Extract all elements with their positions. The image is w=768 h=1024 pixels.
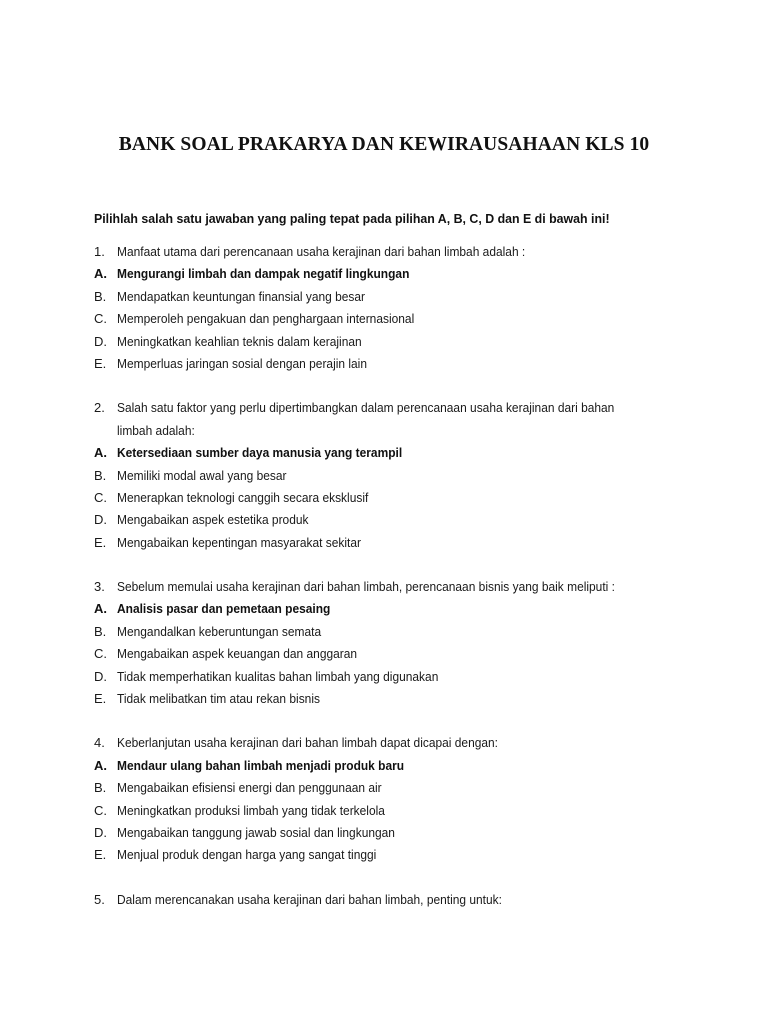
question-number: 5. [94, 891, 105, 907]
option-letter: D. [94, 668, 107, 684]
answer-option-correct [94, 263, 694, 285]
option-letter: A. [94, 601, 107, 617]
answer-option [94, 800, 694, 822]
question-3 [94, 576, 694, 710]
question-1 [94, 241, 694, 375]
option-letter: D. [94, 333, 107, 349]
question-text: limbah adalah: [117, 422, 195, 438]
option-text: Mengabaikan aspek estetika produk [117, 512, 309, 528]
question-line [94, 397, 694, 419]
question-4 [94, 732, 694, 866]
option-text: Memperoleh pengakuan dan penghargaan internasional [117, 311, 415, 327]
answer-option [94, 688, 694, 710]
question-number: 1. [94, 244, 105, 259]
option-letter: C. [94, 311, 107, 327]
answer-option [94, 777, 694, 799]
question-list [94, 241, 694, 933]
question-text: Dalam merencanakan usaha kerajinan dari bahan limbah, penting untuk: [117, 891, 502, 907]
option-text: Analisis pasar dan pemetaan pesaing [117, 601, 331, 617]
answer-option [94, 487, 694, 509]
answer-option [94, 621, 694, 643]
option-letter: B. [94, 780, 107, 796]
question-text: Keberlanjutan usaha kerajinan dari bahan limbah dapat dicapai dengan: [117, 735, 499, 751]
option-letter: C. [94, 802, 107, 818]
answer-option [94, 308, 694, 330]
question-number: 2. [94, 400, 105, 416]
question-5 [94, 889, 694, 911]
option-text: Mendapatkan keuntungan finansial yang besar [117, 288, 366, 304]
option-letter: D. [94, 824, 107, 840]
option-letter: C. [94, 646, 107, 662]
question-line [94, 241, 694, 263]
answer-option [94, 532, 694, 554]
option-text: Memiliki modal awal yang besar [117, 467, 287, 483]
option-text: Mengandalkan keberuntungan semata [117, 623, 322, 639]
option-text: Meningkatkan produksi limbah yang tidak terkelola [117, 802, 385, 818]
option-letter: C. [94, 489, 107, 505]
option-text: Mengabaikan tanggung jawab sosial dan lingkungan [117, 824, 395, 840]
option-letter: A. [94, 266, 107, 282]
question-text: Manfaat utama dari perencanaan usaha kerajinan dari bahan limbah adalah : [117, 244, 526, 259]
option-text: Tidak melibatkan tim atau rekan bisnis [117, 691, 320, 707]
answer-option-correct [94, 598, 694, 620]
answer-option [94, 666, 694, 688]
option-text: Ketersediaan sumber daya manusia yang terampil [117, 445, 403, 461]
option-letter: B. [94, 288, 107, 304]
answer-option [94, 509, 694, 531]
option-letter: B. [94, 623, 107, 639]
option-text: Tidak memperhatikan kualitas bahan limbah yang digunakan [117, 668, 439, 684]
answer-option [94, 643, 694, 665]
option-text: Mengurangi limbah dan dampak negatif lingkungan [117, 266, 410, 282]
question-text: Salah satu faktor yang perlu dipertimbangkan dalam perencanaan usaha kerajinan dari bahan [117, 400, 615, 416]
question-text: Sebelum memulai usaha kerajinan dari bahan limbah, perencanaan bisnis yang baik meliputi : [117, 579, 615, 595]
answer-option [94, 286, 694, 308]
option-text: Memperluas jaringan sosial dengan perajin lain [117, 355, 367, 371]
question-line [94, 732, 694, 754]
option-text: Meningkatkan keahlian teknis dalam kerajinan [117, 333, 362, 349]
answer-option [94, 331, 694, 353]
document-title: BANK SOAL PRAKARYA DAN KEWIRAUSAHAAN KLS 10 [118, 134, 650, 155]
answer-option [94, 353, 694, 375]
answer-option [94, 465, 694, 487]
question-number: 3. [94, 579, 105, 595]
option-letter: E. [94, 534, 107, 550]
option-letter: A. [94, 445, 107, 461]
option-text: Mengabaikan aspek keuangan dan anggaran [117, 646, 358, 662]
option-text: Mengabaikan efisiensi energi dan penggunaan air [117, 780, 382, 796]
instruction-text: Pilihlah salah satu jawaban yang paling tepat pada pilihan A, B, C, D dan E di bawah ini! [94, 211, 610, 226]
option-letter: B. [94, 467, 107, 483]
option-text: Mengabaikan kepentingan masyarakat sekitar [117, 534, 362, 550]
option-text: Menjual produk dengan harga yang sangat tinggi [117, 847, 377, 863]
option-text: Mendaur ulang bahan limbah menjadi produk baru [117, 757, 405, 773]
question-line [94, 576, 694, 598]
question-line [94, 889, 694, 911]
question-number: 4. [94, 735, 105, 751]
option-letter: D. [94, 512, 107, 528]
question-2 [94, 397, 694, 554]
answer-option [94, 822, 694, 844]
option-letter: E. [94, 691, 107, 707]
option-letter: E. [94, 355, 107, 371]
option-letter: E. [94, 847, 107, 863]
answer-option [94, 844, 694, 866]
question-line [94, 420, 694, 442]
answer-option-correct [94, 442, 694, 464]
option-text: Menerapkan teknologi canggih secara eksklusif [117, 489, 369, 505]
option-letter: A. [94, 757, 107, 773]
answer-option-correct [94, 755, 694, 777]
